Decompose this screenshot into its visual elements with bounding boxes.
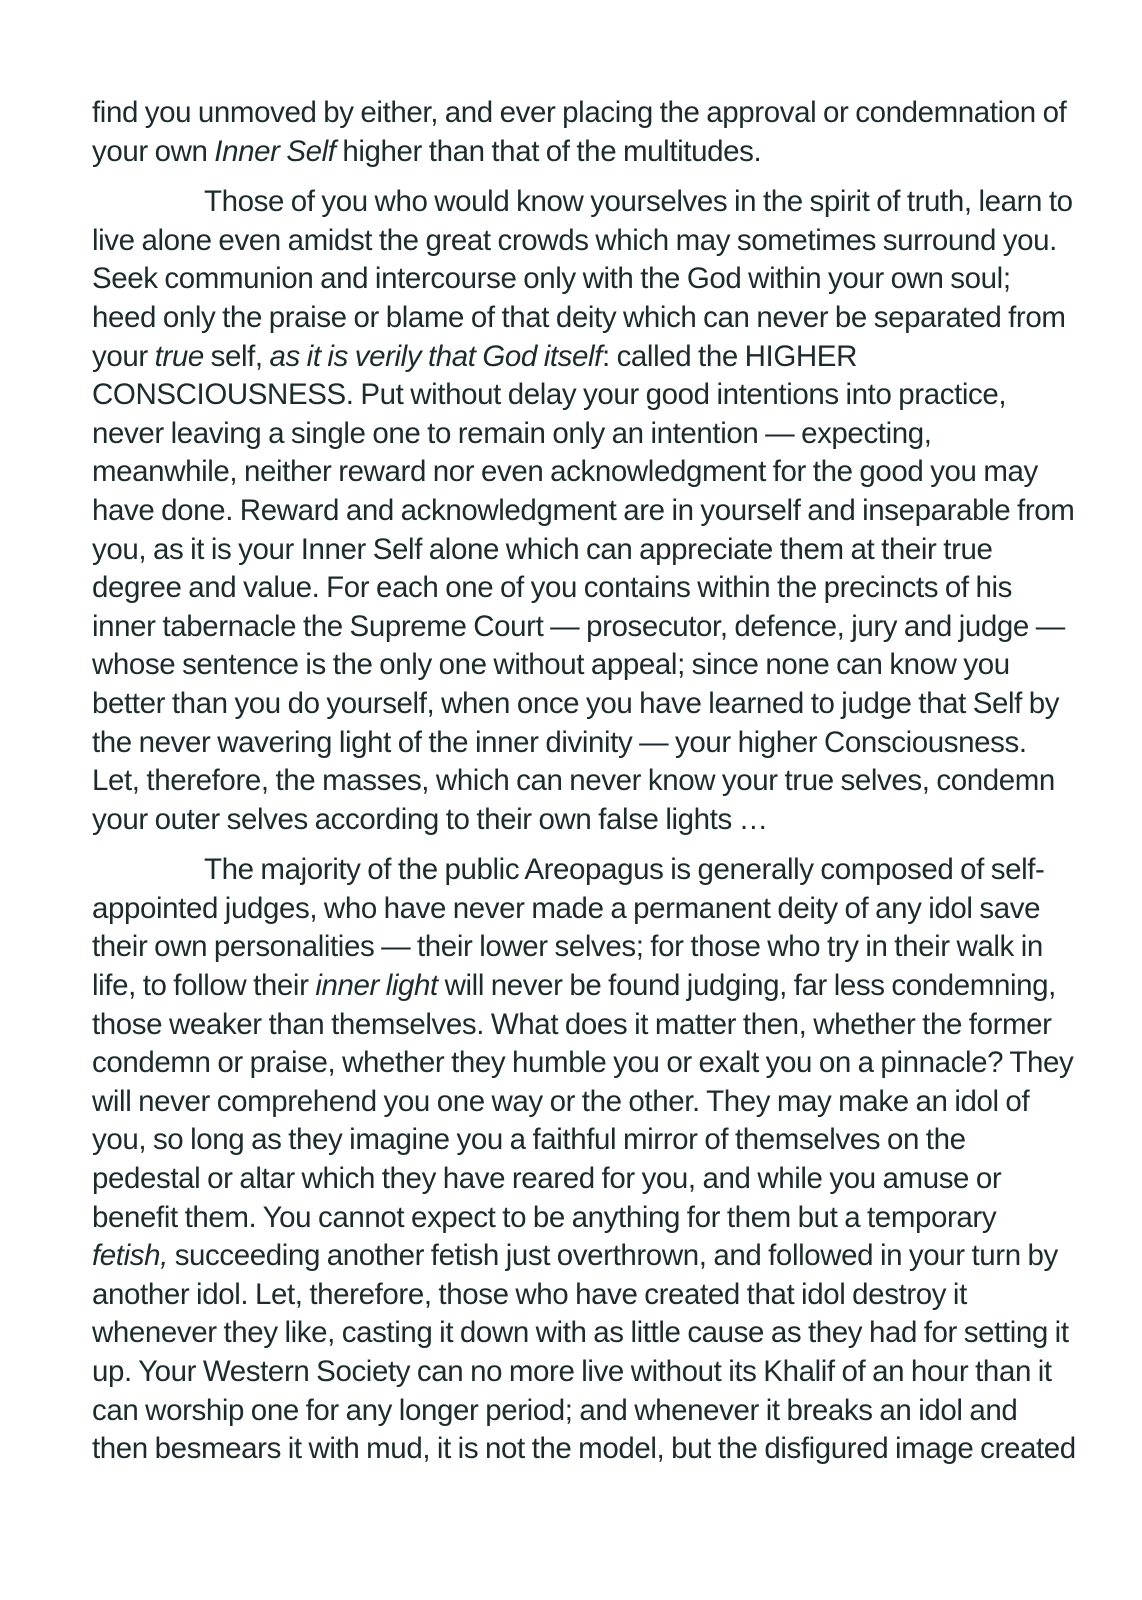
text-line — [92, 569, 1052, 608]
paragraph — [92, 851, 1076, 1469]
text-line — [92, 967, 1056, 1006]
text-run: never leaving a single one to remain only an intention — expecting, — [92, 416, 932, 450]
text-line — [92, 492, 1075, 531]
text-line — [92, 608, 1065, 647]
text-line — [92, 531, 1052, 570]
text-line — [92, 415, 1052, 454]
text-line — [92, 724, 1052, 763]
text-line — [92, 928, 1052, 967]
text-run: whose sentence is the only one without appeal; since none can know you — [92, 648, 1010, 682]
paragraph — [92, 94, 1067, 171]
text-run: Those of you who would know yourselves in the spirit of truth, learn to — [204, 185, 1073, 219]
text-run: pedestal or altar which they have reared for you, and while you amuse or — [92, 1162, 1002, 1196]
text-line — [92, 890, 1052, 929]
text-line — [92, 453, 1052, 492]
text-run: have done. Reward and acknowledgment are in yourself and inseparable from — [92, 493, 1075, 527]
text-run: another idol. Let, therefore, those who have created that idol destroy it — [92, 1277, 967, 1311]
text-line — [92, 1237, 1058, 1276]
text-line — [92, 376, 1052, 415]
text-run: : called the HIGHER — [601, 339, 857, 373]
text-run: will never comprehend you one way or the other. They may make an idol of — [92, 1084, 1030, 1118]
text-run: benefit them. You cannot expect to be anything for them but a temporary — [92, 1200, 997, 1234]
text-line — [92, 762, 1055, 801]
text-line — [92, 338, 1052, 377]
document-page — [92, 94, 1076, 1469]
paragraph — [92, 183, 1075, 839]
text-line — [92, 1430, 1076, 1469]
text-run: The majority of the public Areopagus is generally composed of self- — [204, 853, 1045, 887]
italic-text: fetish, — [92, 1239, 168, 1273]
italic-text: as it is verily that God itself — [269, 339, 602, 373]
text-run: you, as it is your Inner Self alone which can appreciate them at their true — [92, 532, 993, 566]
text-run: your own — [92, 134, 215, 168]
text-line — [92, 299, 1066, 338]
text-run: your outer selves according to their own false lights … — [92, 802, 768, 836]
text-run: degree and value. For each one of you contains within the precincts of his — [92, 571, 1013, 605]
text-line — [92, 183, 1073, 222]
text-line — [92, 1392, 1052, 1431]
text-run: then besmears it with mud, it is not the model, but the disfigured image created — [92, 1432, 1076, 1466]
text-line — [92, 133, 1052, 172]
text-run: will never be found judging, far less condemning, — [437, 969, 1056, 1003]
text-line — [92, 1006, 1052, 1045]
text-run: higher than that of the multitudes. — [335, 134, 762, 168]
italic-text: inner light — [315, 969, 438, 1003]
text-line — [92, 1160, 1052, 1199]
text-run: inner tabernacle the Supreme Court — prosecutor, defence, jury and judge — — [92, 609, 1065, 643]
text-run: succeeding another fetish just overthrown, and followed in your turn by — [167, 1239, 1058, 1273]
text-run: condemn or praise, whether they humble you or exalt you on a pinnacle? They — [92, 1046, 1074, 1080]
text-line — [92, 646, 1052, 685]
text-run: you, so long as they imagine you a faithful mirror of themselves on the — [92, 1123, 966, 1157]
text-run: find you unmoved by either, and ever placing the approval or condemnation of — [92, 96, 1067, 129]
text-line — [92, 1276, 1052, 1315]
text-line — [92, 1199, 1052, 1238]
text-line — [92, 1314, 1069, 1353]
italic-text: true — [154, 339, 204, 373]
text-line — [92, 851, 1052, 890]
text-line — [92, 1121, 1052, 1160]
text-line — [92, 1044, 1074, 1083]
italic-text: Inner Self — [214, 134, 336, 168]
text-run: whenever they like, casting it down with as little cause as they had for setting it — [92, 1316, 1069, 1350]
text-run: can worship one for any longer period; and whenever it breaks an idol and — [92, 1393, 1018, 1427]
text-run: live alone even amidst the great crowds which may sometimes surround you. — [92, 223, 1057, 257]
text-run: Let, therefore, the masses, which can never know your true selves, condemn — [92, 764, 1055, 798]
text-run: appointed judges, who have never made a permanent deity of any idol save — [92, 891, 1041, 925]
text-run: your — [92, 339, 155, 373]
text-run: those weaker than themselves. What does it matter then, whether the former — [92, 1007, 1052, 1041]
text-run: their own personalities — their lower selves; for those who try in their walk in — [92, 930, 1043, 964]
text-line — [92, 1083, 1052, 1122]
text-run: meanwhile, neither reward nor even acknowledgment for the good you may — [92, 455, 1038, 489]
text-run: the never wavering light of the inner divinity — your higher Consciousness. — [92, 725, 1027, 759]
text-line — [92, 260, 1052, 299]
text-run: up. Your Western Society can no more live without its Khalif of an hour than it — [92, 1355, 1052, 1388]
text-run: life, to follow their — [92, 969, 316, 1003]
text-line — [92, 94, 1067, 133]
text-line — [92, 1353, 1052, 1392]
text-line — [92, 801, 1052, 840]
text-run: better than you do yourself, when once you have learned to judge that Self by — [92, 686, 1060, 720]
text-run: heed only the praise or blame of that deity which can never be separated from — [92, 300, 1066, 334]
text-line — [92, 222, 1057, 261]
text-run: CONSCIOUSNESS. Put without delay your good intentions into practice, — [92, 378, 1007, 412]
text-run: self, — [203, 339, 270, 373]
text-line — [92, 685, 1060, 724]
text-run: Seek communion and intercourse only with the God within your own soul; — [92, 262, 1011, 296]
